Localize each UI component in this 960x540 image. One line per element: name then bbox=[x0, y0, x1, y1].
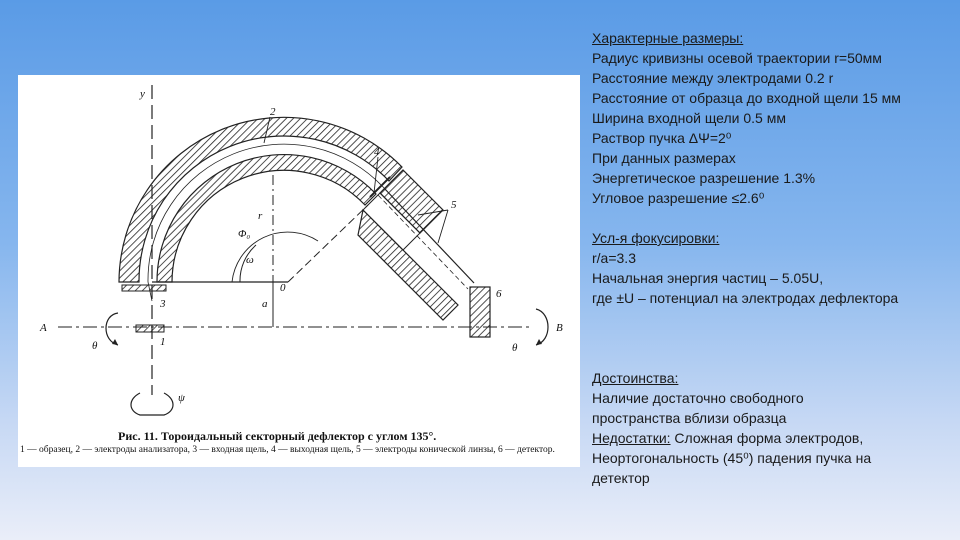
disadvantages-line: Неортогональность (45⁰) падения пучка на bbox=[592, 450, 872, 466]
y-axis-label: y bbox=[140, 88, 145, 100]
figure-legend: 1 — образец, 2 — электроды анализатора, 3 — входная щель, 4 — выходная щель, 5 — электроды конической линзы, 6 — детектор. bbox=[20, 445, 555, 455]
focus-line: Начальная энергия частиц – 5.05U, bbox=[592, 270, 824, 286]
text-panel bbox=[592, 28, 960, 488]
dimensions-line: При данных размерах bbox=[592, 150, 736, 166]
advantages-line: Наличие достаточно свободного bbox=[592, 390, 804, 406]
dimensions-line: Расстояние от образца до входной щели 15 мм bbox=[592, 90, 901, 106]
label-origin: 0 bbox=[280, 282, 286, 294]
label-omega: ω bbox=[246, 254, 254, 266]
dimensions-line: Энергетическое разрешение 1.3% bbox=[592, 170, 816, 186]
disadvantages-text: Сложная форма электродов, bbox=[670, 430, 864, 446]
label-3: 3 bbox=[160, 298, 166, 310]
advantages-line: пространства вблизи образца bbox=[592, 410, 787, 426]
disadvantages-title: Недостатки: bbox=[592, 430, 671, 446]
label-1: 1 bbox=[160, 336, 166, 348]
label-r: r bbox=[258, 210, 263, 222]
sample-lower bbox=[136, 325, 164, 332]
dimensions-line: Расстояние между электродами 0.2 r bbox=[592, 70, 834, 86]
label-B: B bbox=[556, 322, 563, 334]
focus-line: где ±U – потенциал на электродах дефлектора bbox=[592, 290, 899, 306]
dimensions-line: Угловое разрешение ≤2.6⁰ bbox=[592, 190, 765, 206]
focus-block bbox=[592, 228, 960, 308]
label-5: 5 bbox=[451, 199, 457, 211]
label-theta-right: θ bbox=[512, 342, 518, 354]
label-6: 6 bbox=[496, 288, 502, 300]
label-theta-left: θ bbox=[92, 340, 98, 352]
sample-upper bbox=[122, 285, 166, 291]
label-4: 4 bbox=[374, 146, 380, 158]
deflector-figure bbox=[18, 75, 580, 467]
inner-electrode bbox=[157, 155, 376, 282]
label-2: 2 bbox=[270, 106, 276, 118]
pros-cons-block bbox=[592, 368, 960, 488]
dimensions-line: Радиус кривизны осевой траектории r=50мм bbox=[592, 50, 882, 66]
disadvantages-line bbox=[592, 428, 960, 448]
deflector-diagram bbox=[18, 75, 580, 467]
dimensions-block bbox=[592, 28, 960, 208]
dimensions-line: Раствор пучка ΔΨ=2⁰ bbox=[592, 130, 732, 146]
dimensions-title: Характерные размеры: bbox=[592, 30, 744, 46]
dimensions-line: Ширина входной щели 0.5 мм bbox=[592, 110, 786, 126]
focus-line: r/a=3.3 bbox=[592, 250, 636, 266]
figure-caption: Рис. 11. Тороидальный секторный дефлектор с углом 135°. bbox=[118, 429, 437, 443]
label-A: A bbox=[40, 322, 47, 334]
label-a: a bbox=[262, 298, 268, 310]
label-psi: ψ bbox=[178, 392, 185, 404]
label-phi0: Φ₀ bbox=[238, 228, 251, 240]
disadvantages-line: детектор bbox=[592, 470, 650, 486]
advantages-title: Достоинства: bbox=[592, 370, 679, 386]
focus-title: Усл-я фокусировки: bbox=[592, 230, 720, 246]
detector bbox=[470, 287, 490, 337]
